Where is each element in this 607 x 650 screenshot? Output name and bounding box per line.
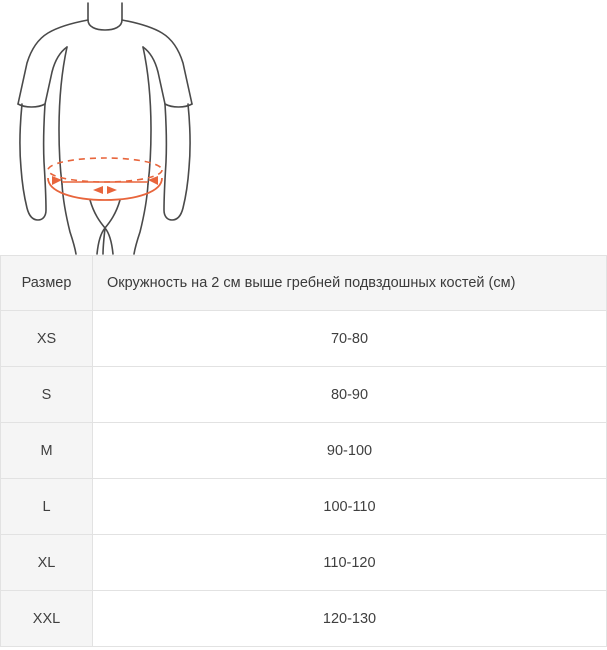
cell-circumference: 110-120 (93, 535, 607, 591)
cell-size: XL (1, 535, 93, 591)
cell-size: XS (1, 311, 93, 367)
cell-size: XXL (1, 591, 93, 647)
size-chart-table (0, 255, 607, 647)
table-row (1, 591, 607, 647)
table-row (1, 367, 607, 423)
table-row (1, 535, 607, 591)
cell-size: L (1, 479, 93, 535)
table-body (1, 311, 607, 647)
cell-circumference: 100-110 (93, 479, 607, 535)
table-row (1, 311, 607, 367)
cell-size: M (1, 423, 93, 479)
cell-size: S (1, 367, 93, 423)
cell-circumference: 120-130 (93, 591, 607, 647)
cell-circumference: 70-80 (93, 311, 607, 367)
cell-circumference: 90-100 (93, 423, 607, 479)
waist-dashed-ellipse (48, 158, 162, 182)
header-size: Размер (1, 256, 93, 311)
table-header (1, 256, 607, 311)
cell-circumference: 80-90 (93, 367, 607, 423)
header-description: Окружность на 2 см выше гребней подвздошных костей (см) (93, 256, 607, 311)
table-row (1, 479, 607, 535)
measurement-figure (0, 0, 607, 255)
table-header-row (1, 256, 607, 311)
body-outline-icon (0, 0, 607, 255)
table-row (1, 423, 607, 479)
